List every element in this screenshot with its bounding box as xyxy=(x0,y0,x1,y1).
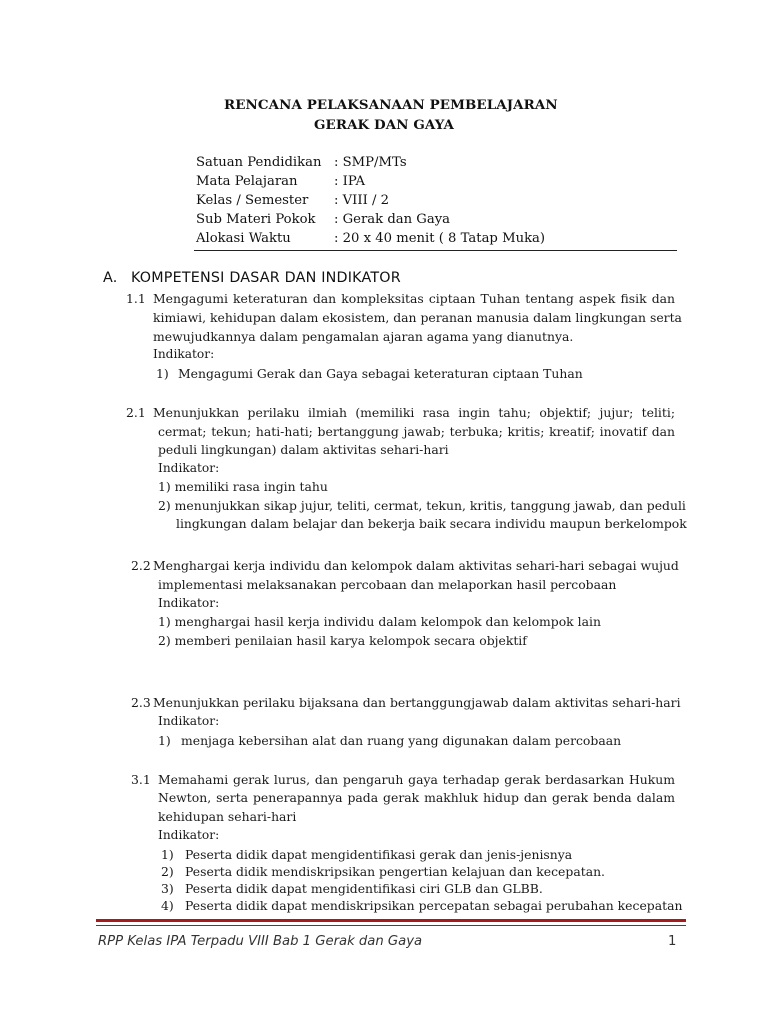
indikator-item: Peserta didik dapat mengidentifikasi gerak dan jenis-jenisnya xyxy=(185,847,573,862)
kd-text-line: kehidupan sehari-hari xyxy=(158,809,297,824)
indikator-number: 1) xyxy=(161,847,174,862)
indikator-item: Peserta didik dapat mendiskripsikan percepatan sebagai perubahan kecepatan xyxy=(185,898,683,913)
document-title: RENCANA PELAKSANAAN PEMBELAJARAN xyxy=(224,97,558,113)
info-value-mapel: : IPA xyxy=(334,174,366,189)
footer-text: RPP Kelas IPA Terpadu VIII Bab 1 Gerak dan Gaya xyxy=(98,934,423,949)
kd-text-line: Memahami gerak lurus, dan pengaruh gaya terhadap gerak berdasarkan Hukum xyxy=(158,772,675,787)
info-label-alokasi: Alokasi Waktu xyxy=(196,231,291,246)
indikator-item: Peserta didik mendiskripsikan pengertian kelajuan dan kecepatan. xyxy=(185,864,605,879)
indikator-number: 2) xyxy=(161,864,174,879)
info-value-kelas: : VIII / 2 xyxy=(334,193,390,208)
info-label-mapel: Mata Pelajaran xyxy=(196,174,298,189)
kd-text-line: Menunjukkan perilaku ilmiah (memiliki rasa ingin tahu; objektif; jujur; teliti; xyxy=(153,405,675,420)
indikator-label: Indikator: xyxy=(158,596,220,610)
info-label-submateri: Sub Materi Pokok xyxy=(196,212,316,227)
indikator-label: Indikator: xyxy=(158,714,220,728)
kd-number: 2.2 xyxy=(131,558,151,573)
footer-rule-thick xyxy=(96,919,686,922)
kd-text-line: cermat; tekun; hati-hati; bertanggung jawab; terbuka; kritis; kreatif; inovatif dan xyxy=(158,424,675,439)
page-number: 1 xyxy=(668,934,677,949)
kd-text-line: Menunjukkan perilaku bijaksana dan bertanggungjawab dalam aktivitas sehari-hari xyxy=(153,695,681,710)
indikator-item: 1) menghargai hasil kerja individu dalam kelompok dan kelompok lain xyxy=(158,614,601,629)
document-subtitle: GERAK DAN GAYA xyxy=(314,117,455,133)
indikator-item: 2) menunjukkan sikap jujur, teliti, cermat, tekun, kritis, tanggung jawab, dan peduli xyxy=(158,498,686,513)
indikator-number: 1) xyxy=(158,733,171,748)
kd-number: 1.1 xyxy=(126,291,146,306)
header-divider xyxy=(194,250,677,251)
kd-number: 2.3 xyxy=(131,695,151,710)
kd-text-line: Newton, serta penerapannya pada gerak makhluk hidup dan gerak benda dalam xyxy=(158,790,675,805)
indikator-item: 1) memiliki rasa ingin tahu xyxy=(158,479,328,494)
indikator-number: 4) xyxy=(161,898,174,913)
indikator-item: Peserta didik dapat mengidentifikasi ciri GLB dan GLBB. xyxy=(185,881,543,896)
kd-text-line: peduli lingkungan) dalam aktivitas sehari-hari xyxy=(158,442,449,457)
footer-rule-thin xyxy=(96,925,686,926)
kd-text-line: mewujudkannya dalam pengamalan ajaran agama yang dianutnya. xyxy=(153,329,574,344)
indikator-item: Mengagumi Gerak dan Gaya sebagai keteraturan ciptaan Tuhan xyxy=(178,366,583,381)
info-value-submateri: : Gerak dan Gaya xyxy=(334,212,451,227)
indikator-item-cont: lingkungan dalam belajar dan bekerja baik secara individu maupun berkelompok xyxy=(176,516,687,531)
indikator-label: Indikator: xyxy=(158,461,220,475)
kd-text-line: Mengagumi keteraturan dan kompleksitas ciptaan Tuhan tentang aspek fisik dan xyxy=(153,291,675,306)
info-label-satuan: Satuan Pendidikan xyxy=(196,155,322,170)
kd-text-line: implementasi melaksanakan percobaan dan melaporkan hasil percobaan xyxy=(158,577,617,592)
info-value-satuan: : SMP/MTs xyxy=(334,155,407,170)
kd-number: 3.1 xyxy=(131,772,151,787)
indikator-item: 2) memberi penilaian hasil karya kelompok secara objektif xyxy=(158,633,527,648)
indikator-number: 1) xyxy=(156,366,169,381)
kd-text-line: Menghargai kerja individu dan kelompok dalam aktivitas sehari-hari sebagai wujud xyxy=(153,558,679,573)
indikator-label: Indikator: xyxy=(153,347,215,361)
kd-text-line: kimiawi, kehidupan dalam ekosistem, dan peranan manusia dalam lingkungan serta xyxy=(153,310,682,325)
kd-number: 2.1 xyxy=(126,405,146,420)
indikator-number: 3) xyxy=(161,881,174,896)
indikator-label: Indikator: xyxy=(158,828,220,842)
section-title: KOMPETENSI DASAR DAN INDIKATOR xyxy=(131,270,401,286)
section-letter: A. xyxy=(103,270,118,286)
info-value-alokasi: : 20 x 40 menit ( 8 Tatap Muka) xyxy=(334,231,546,246)
indikator-item: menjaga kebersihan alat dan ruang yang digunakan dalam percobaan xyxy=(181,733,622,748)
info-label-kelas: Kelas / Semester xyxy=(196,193,309,208)
